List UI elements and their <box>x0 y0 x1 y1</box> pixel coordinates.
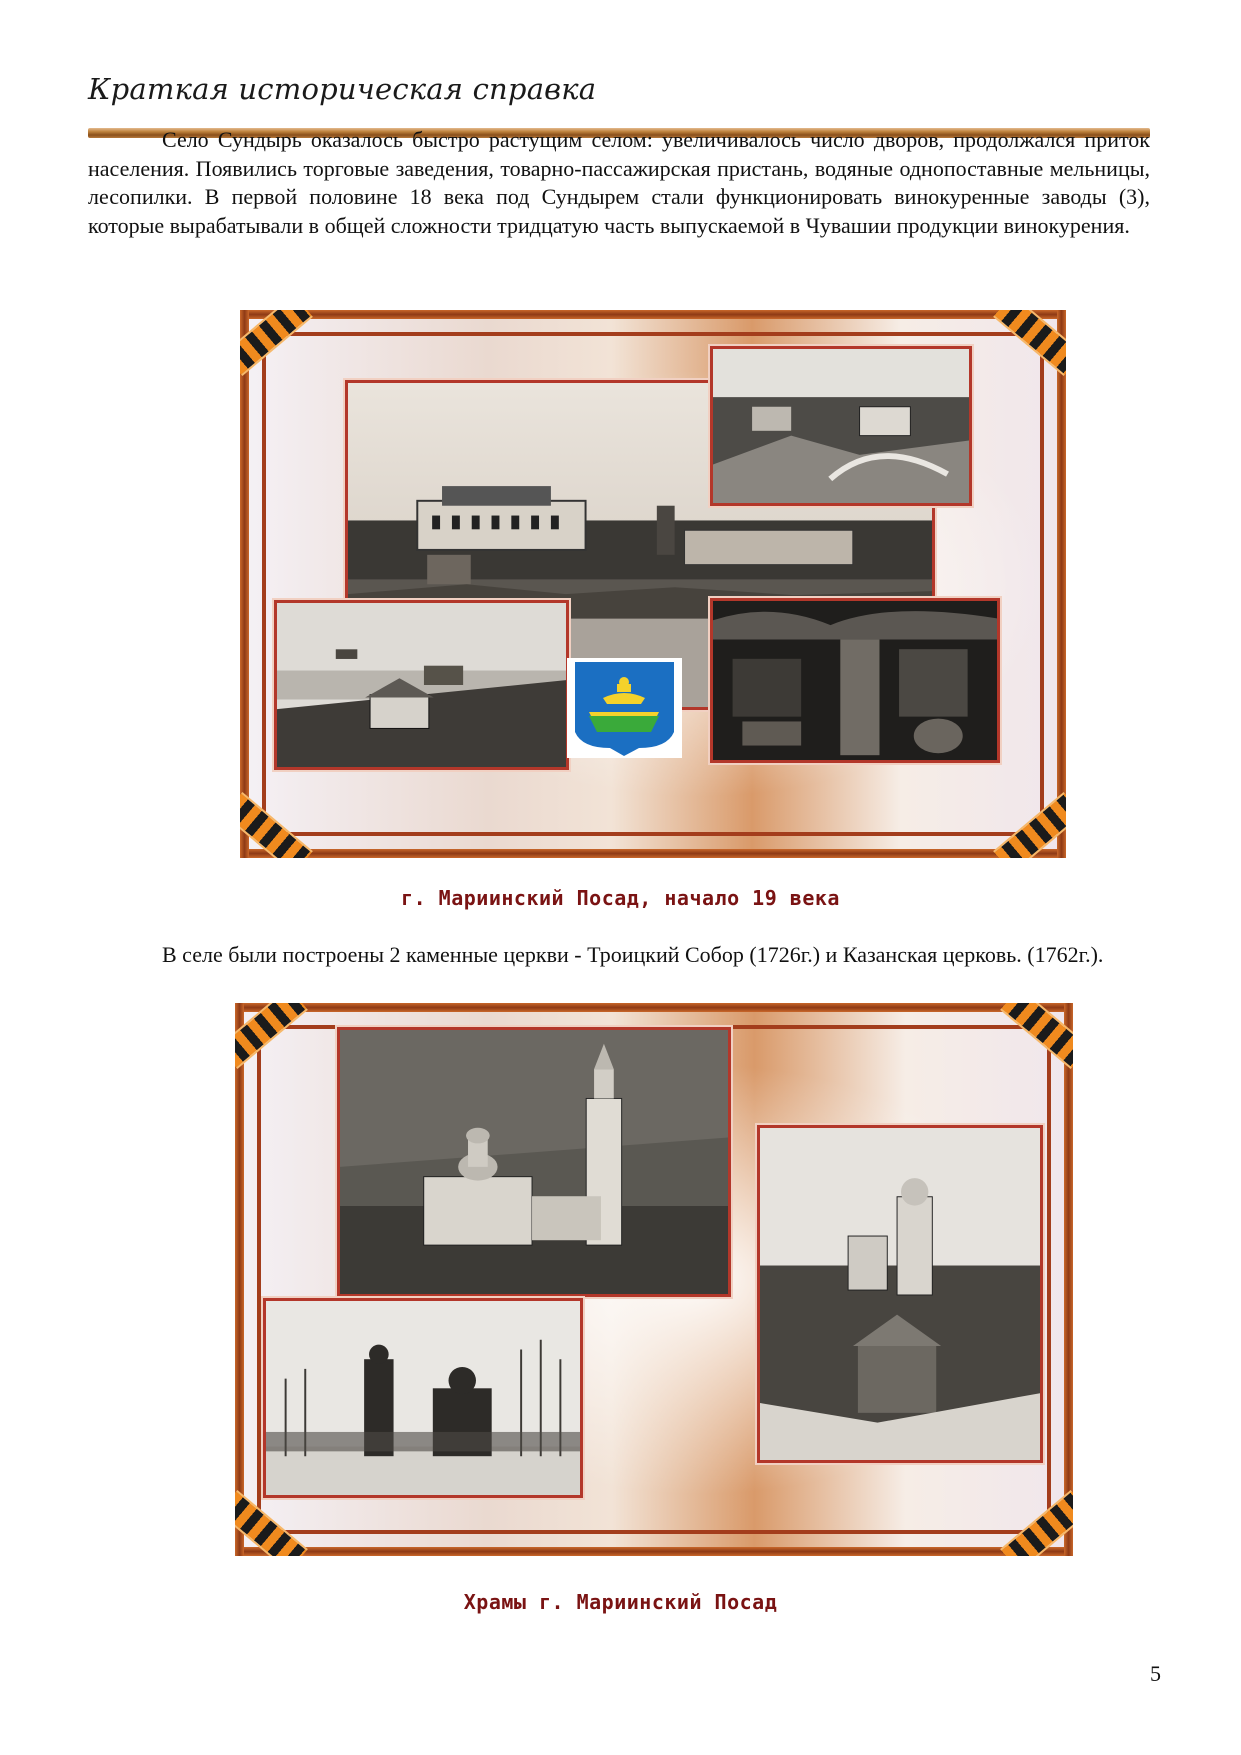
frame-right <box>1057 310 1066 858</box>
ribbon-corner-tr <box>1000 1003 1073 1069</box>
frame-inner-left <box>257 1033 261 1526</box>
frame-bottom <box>240 849 1066 858</box>
frame-inner-right <box>1047 1033 1051 1526</box>
figure-1-caption: г. Мариинский Посад, начало 19 века <box>401 886 840 910</box>
churches-paragraph <box>88 941 1150 970</box>
trinity-cathedral-photo <box>337 1027 731 1297</box>
figure-1-collage <box>240 310 1066 858</box>
interior-photo <box>710 598 1000 763</box>
town-street-photo <box>710 346 972 506</box>
town-street-image <box>713 349 969 503</box>
ribbon-corner-tr <box>993 310 1066 376</box>
figure-2-collage <box>235 1003 1073 1556</box>
ribbon-corner-tl <box>240 310 313 376</box>
frame-inner-left <box>262 340 266 828</box>
frame-inner-top <box>270 332 1036 336</box>
frame-right <box>1064 1003 1073 1556</box>
intro-paragraph <box>88 126 1150 240</box>
page-number: 5 <box>1150 1661 1161 1686</box>
frame-inner-bottom <box>270 832 1036 836</box>
frame-left <box>240 310 249 858</box>
river-pier-image <box>277 603 566 767</box>
coat-of-arms <box>567 658 682 758</box>
church-in-trees-photo <box>263 1298 583 1498</box>
frame-top <box>235 1003 1073 1012</box>
page-header-title: Краткая историческая справка <box>88 72 597 106</box>
frame-bottom <box>235 1547 1073 1556</box>
intro-paragraph-text: Село Сундырь оказалось быстро растущим селом: увеличивалось число дворов, продолжался приток населения. Появились торговые заведения, товарно-пассажирская пристань, водяные однопоставные мельницы, лесопилки. В первой половине 18 века под Сундырем стали функционировать винокуренные заводы (3), которые вырабатывали в общей сложности тридцатую часть выпускаемой в Чувашии продукции винокурения. <box>88 127 1150 238</box>
interior-image <box>713 601 997 760</box>
kazan-church-image <box>760 1128 1040 1460</box>
church-in-trees-image <box>266 1301 580 1495</box>
coat-of-arms-image <box>567 658 682 758</box>
kazan-church-photo <box>757 1125 1043 1463</box>
figure-2-caption: Храмы г. Мариинский Посад <box>463 1590 778 1614</box>
frame-left <box>235 1003 244 1556</box>
ribbon-corner-tl <box>235 1003 308 1069</box>
river-pier-photo <box>274 600 569 770</box>
frame-inner-right <box>1040 340 1044 828</box>
churches-paragraph-text: В селе были построены 2 каменные церкви - Троицкий Собор (1726г.) и Казанская церковь. (1762г.). <box>162 942 1104 967</box>
frame-top <box>240 310 1066 319</box>
frame-inner-bottom <box>265 1530 1043 1534</box>
trinity-cathedral-image <box>340 1030 728 1294</box>
